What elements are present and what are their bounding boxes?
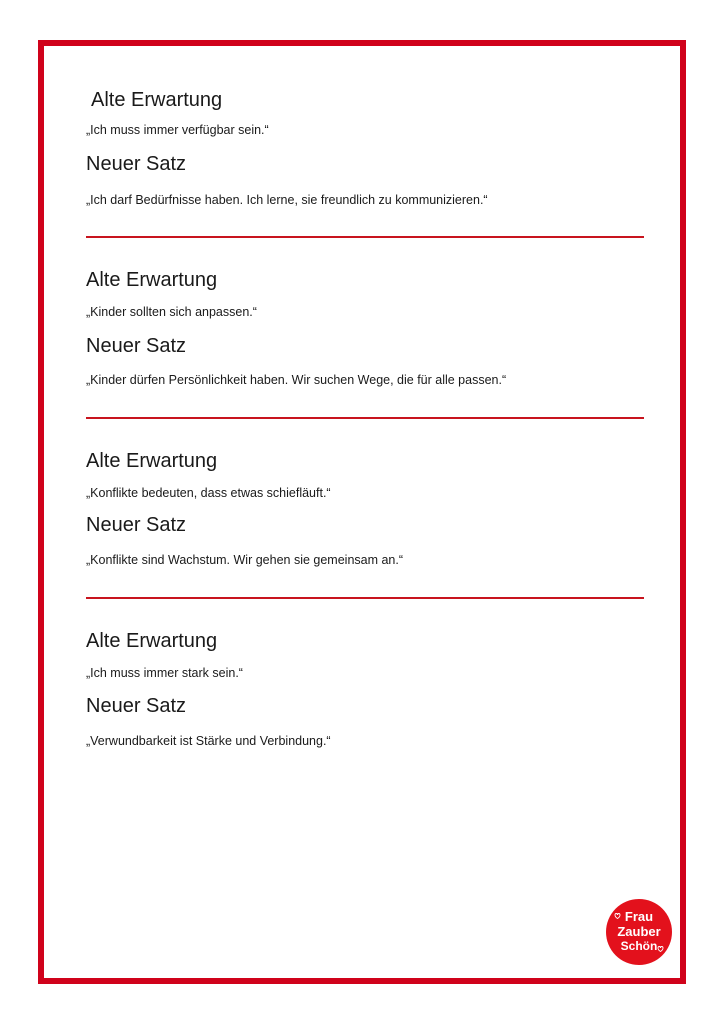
old-expectation-quote: „Konflikte bedeuten, dass etwas schiefläuft.“ xyxy=(86,486,331,500)
old-expectation-quote: „Ich muss immer verfügbar sein.“ xyxy=(86,123,269,137)
heart-icon xyxy=(658,947,663,952)
brand-logo xyxy=(606,899,672,965)
old-expectation-heading: Alte Erwartung xyxy=(86,450,218,472)
old-expectation-heading: Alte Erwartung xyxy=(86,269,218,291)
old-expectation-quote: „Ich muss immer stark sein.“ xyxy=(86,666,243,680)
new-sentence-heading: Neuer Satz xyxy=(86,153,187,175)
new-sentence-heading: Neuer Satz xyxy=(86,335,187,357)
new-sentence-quote: „Ich darf Bedürfnisse haben. Ich lerne, sie freundlich zu kommunizieren.“ xyxy=(86,193,488,207)
new-sentence-quote: „Verwundbarkeit ist Stärke und Verbindung.“ xyxy=(86,734,331,748)
page-border-frame xyxy=(38,40,686,984)
old-expectation-quote: „Kinder sollten sich anpassen.“ xyxy=(86,305,257,319)
section-divider xyxy=(86,417,644,419)
new-sentence-heading: Neuer Satz xyxy=(86,695,187,717)
heart-icon xyxy=(615,914,620,919)
logo-line-3: Schön xyxy=(620,939,658,953)
logo-line-2: Zauber xyxy=(617,924,661,939)
new-sentence-quote: „Kinder dürfen Persönlichkeit haben. Wir suchen Wege, die für alle passen.“ xyxy=(86,373,507,387)
old-expectation-heading: Alte Erwartung xyxy=(86,630,218,652)
logo-line-1: Frau xyxy=(624,909,654,924)
section-divider xyxy=(86,597,644,599)
old-expectation-heading: Alte Erwartung xyxy=(91,89,223,111)
new-sentence-heading: Neuer Satz xyxy=(86,514,187,536)
brand-logo-graphic xyxy=(606,899,672,965)
new-sentence-quote: „Konflikte sind Wachstum. Wir gehen sie gemeinsam an.“ xyxy=(86,553,404,567)
section-divider xyxy=(86,236,644,238)
